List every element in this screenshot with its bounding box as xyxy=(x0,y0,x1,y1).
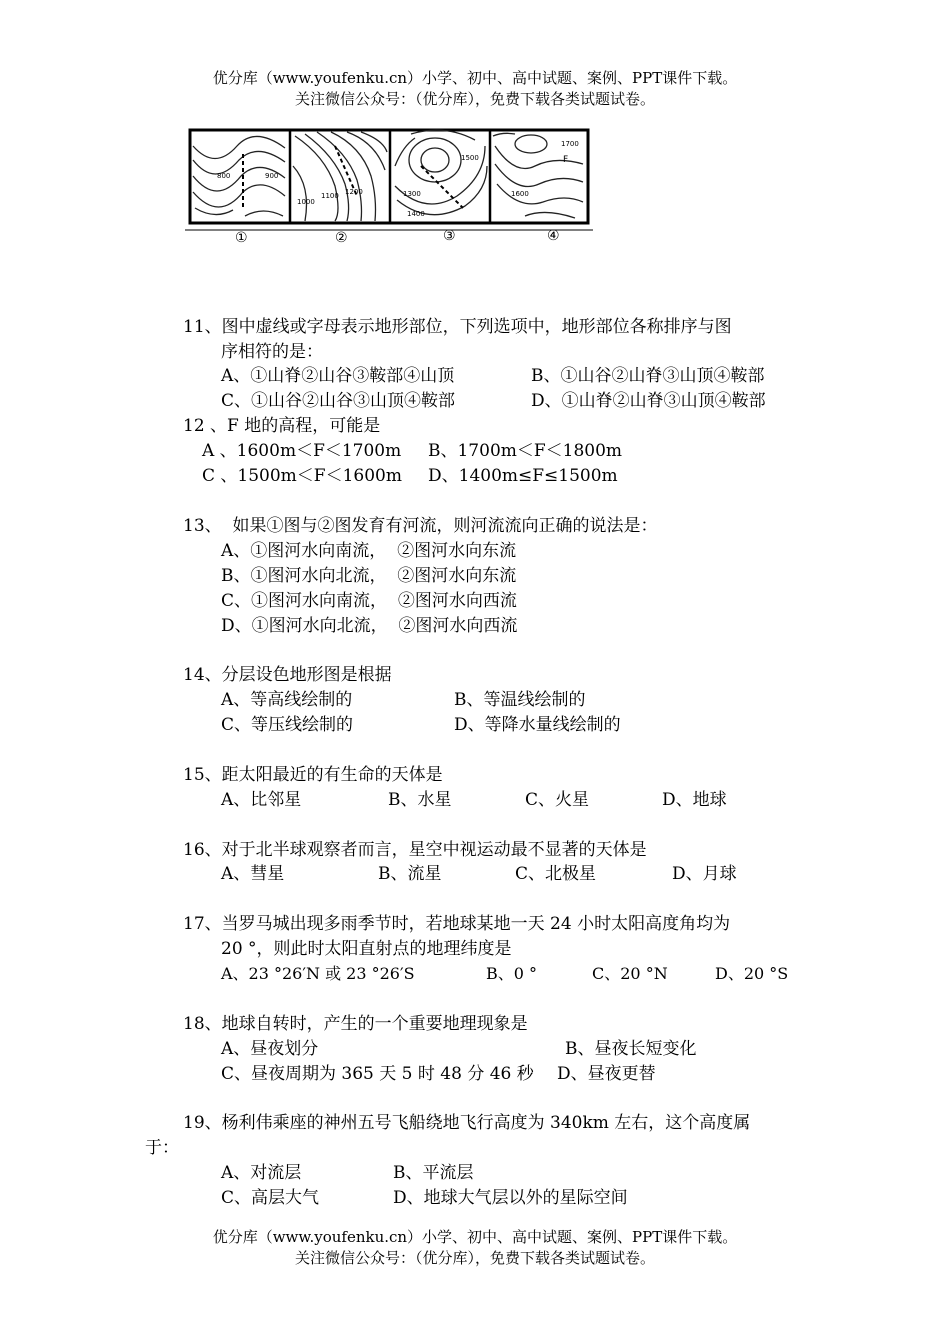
q19-option-a: A、对流层 xyxy=(221,1163,302,1183)
q19-option-b: B、平流层 xyxy=(393,1163,474,1183)
f-point-label: F xyxy=(563,155,569,165)
q16-option-d: D、月球 xyxy=(672,864,737,884)
q12-option-c: C 、1500m＜F＜1600m xyxy=(202,466,402,486)
q15-option-c: C、火星 xyxy=(525,790,590,810)
panel-label-2: ② xyxy=(335,230,348,246)
q14-option-a: A、等高线绘制的 xyxy=(221,690,353,710)
q19-option-d: D、地球大气层以外的星际空间 xyxy=(393,1188,628,1208)
q12-stem: 12 、F 地的高程，可能是 xyxy=(183,416,381,436)
q14-option-d: D、等降水量线绘制的 xyxy=(454,715,621,735)
q19-option-c: C、高层大气 xyxy=(221,1188,320,1208)
header-line-2: 关注微信公众号：（优分库），免费下载各类试题试卷。 xyxy=(294,90,655,108)
q18-option-a: A、昼夜划分 xyxy=(221,1039,319,1059)
q12-option-d: D、1400m≤F≤1500m xyxy=(428,466,618,486)
q13-option-c: C、①图河水向南流， ②图河水向西流 xyxy=(221,591,517,611)
q13-option-b: B、①图河水向北流， ②图河水向东流 xyxy=(221,566,517,586)
q19-stem-line1: 19、杨利伟乘座的神州五号飞船绕地飞行高度为 340km 左右，这个高度属 xyxy=(183,1113,751,1133)
q14-option-b: B、等温线绘制的 xyxy=(454,690,586,710)
contour-map-figure xyxy=(185,126,595,250)
contour-label: 1500 xyxy=(461,154,479,162)
q16-stem: 16、对于北半球观察者而言，星空中视运动最不显著的天体是 xyxy=(183,840,647,860)
q18-option-c: C、昼夜周期为 365 天 5 时 48 分 46 秒 xyxy=(221,1064,534,1084)
panel-label-4: ④ xyxy=(547,228,560,244)
q14-stem: 14、分层设色地形图是根据 xyxy=(183,665,392,685)
contour-label: 1000 xyxy=(297,198,315,206)
q16-option-b: B、流星 xyxy=(378,864,442,884)
q13-option-a: A、①图河水向南流， ②图河水向东流 xyxy=(221,541,517,561)
q15-stem: 15、距太阳最近的有生命的天体是 xyxy=(183,765,443,785)
q17-stem-line1: 17、当罗马城出现多雨季节时，若地球某地一天 24 小时太阳高度角均为 xyxy=(183,914,731,934)
q19-stem-line2: 于： xyxy=(145,1138,179,1158)
q18-option-b: B、昼夜长短变化 xyxy=(565,1039,697,1059)
contour-label: 1300 xyxy=(403,190,421,198)
header-line-1: 优分库（www.youfenku.cn）小学、初中、高中试题、案例、PPT课件下载。 xyxy=(212,69,738,87)
q17-option-d: D、20 °S xyxy=(715,964,789,983)
q15-option-b: B、水星 xyxy=(388,790,452,810)
panel-label-1: ① xyxy=(235,230,248,246)
q11-stem-line1: 11、图中虚线或字母表示地形部位，下列选项中，地形部位各称排序与图 xyxy=(183,317,732,337)
q16-option-a: A、彗星 xyxy=(221,864,285,884)
panel-3-contours xyxy=(395,130,487,215)
q12-option-a: A 、1600m＜F＜1700m xyxy=(202,441,402,461)
q17-stem-line2: 20 °，则此时太阳直射点的地理纬度是 xyxy=(221,939,512,959)
q18-stem: 18、地球自转时，产生的一个重要地理现象是 xyxy=(183,1014,528,1034)
contour-label: 1100 xyxy=(321,192,339,200)
footer-line-1: 优分库（www.youfenku.cn）小学、初中、高中试题、案例、PPT课件下载。 xyxy=(212,1228,738,1246)
q17-option-c: C、20 °N xyxy=(592,964,668,983)
q13-option-d: D、①图河水向北流， ②图河水向西流 xyxy=(221,616,518,636)
q15-option-d: D、地球 xyxy=(662,790,727,810)
footer-line-2: 关注微信公众号：（优分库），免费下载各类试题试卷。 xyxy=(294,1249,655,1267)
q11-stem-line2: 序相符的是： xyxy=(221,342,323,362)
q18-option-d: D、昼夜更替 xyxy=(557,1064,656,1084)
q11-option-c: C、①山谷②山谷③山顶④鞍部 xyxy=(221,391,456,411)
panel-2-contours xyxy=(293,132,387,221)
q16-option-c: C、北极星 xyxy=(515,864,597,884)
contour-label: 1200 xyxy=(345,188,363,196)
contour-label: 1400 xyxy=(407,210,425,218)
q11-option-d: D、①山脊②山脊③山顶④鞍部 xyxy=(531,391,766,411)
contour-label: 1600 xyxy=(511,190,529,198)
panel-label-3: ③ xyxy=(443,228,456,244)
q11-option-a: A、①山脊②山谷③鞍部④山顶 xyxy=(221,366,455,386)
q17-option-a: A、23 °26′N 或 23 °26′S xyxy=(221,964,415,983)
q15-option-a: A、比邻星 xyxy=(221,790,302,810)
contour-label: 1700 xyxy=(561,140,579,148)
contour-label: 800 xyxy=(217,172,231,180)
q14-option-c: C、等压线绘制的 xyxy=(221,715,354,735)
q12-option-b: B、1700m＜F＜1800m xyxy=(428,441,623,461)
contour-label: 900 xyxy=(265,172,279,180)
q17-option-b: B、0 ° xyxy=(486,964,538,983)
q11-option-b: B、①山谷②山脊③山顶④鞍部 xyxy=(531,366,765,386)
q13-stem: 13、 如果①图与②图发育有河流，则河流流向正确的说法是： xyxy=(183,516,658,536)
